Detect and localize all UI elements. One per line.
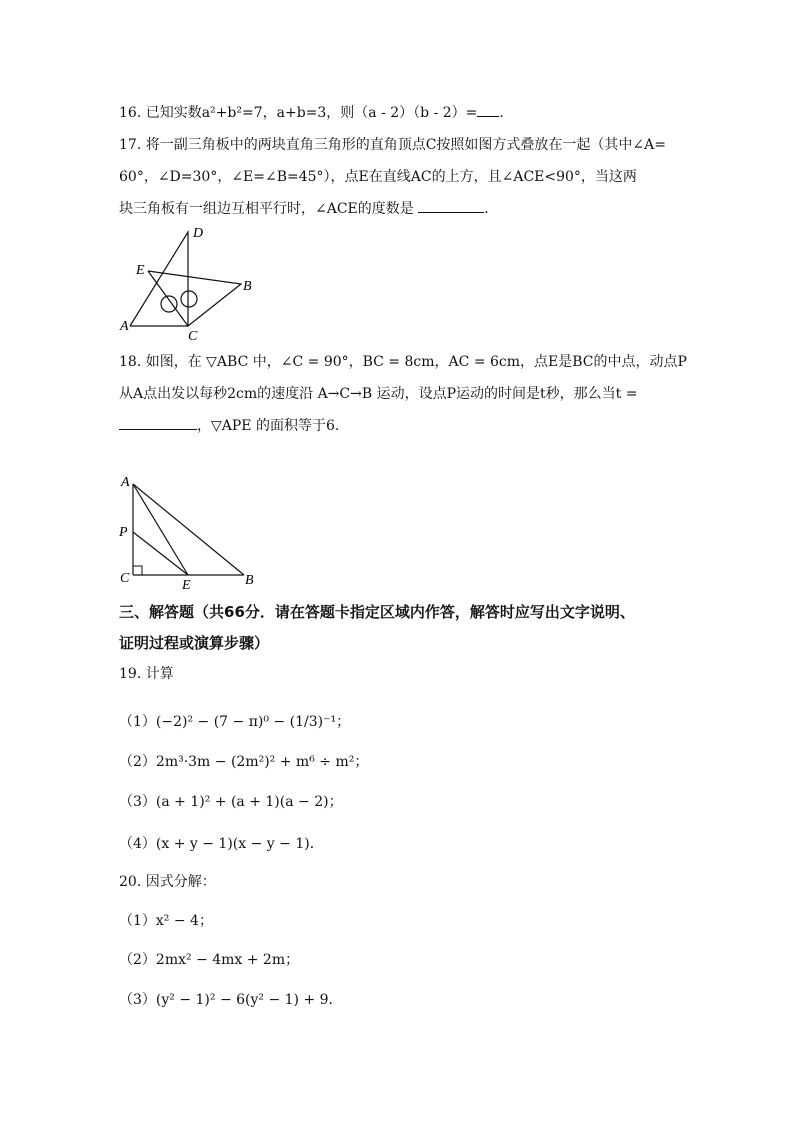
question-17-line-2: 60°，∠D=30°，∠E=∠B=45°），点E在直线AC的上方，且∠ACE<90°，当这两	[119, 169, 637, 185]
triangle-hole-2	[181, 291, 197, 307]
triangle-ebc	[148, 271, 241, 326]
question-20-item-1: （1）x² − 4；	[119, 913, 213, 929]
question-19-item-4: （4）(x + y − 1)(x − y − 1)．	[119, 836, 324, 852]
question-20-title: 20. 因式分解：	[119, 874, 216, 890]
label-d: D	[193, 226, 204, 241]
question-19-item-3: （3）(a + 1)² + (a + 1)(a − 2)；	[119, 794, 343, 810]
question-17-line-3-text: 块三角板有一组边互相平行时，∠ACE的度数是	[119, 201, 414, 217]
section-3-heading-line-2: 证明过程或演算步骤）	[119, 634, 270, 652]
label-b: B	[245, 573, 254, 588]
segment-ab	[133, 484, 244, 575]
answer-blank-17	[418, 198, 484, 213]
question-16-text: 16. 已知实数a²+b²=7，a+b=3，则（a - 2）（b - 2）=	[119, 105, 478, 121]
figure-17-triangles	[110, 220, 270, 345]
question-16-end: .	[499, 105, 504, 121]
question-18-line-1: 18. 如图，在 ▽ABC 中，∠C = 90°，BC = 8cm，AC = 6cm，点E是BC的中点，动点P	[119, 354, 687, 370]
segment-pe	[133, 532, 188, 575]
label-a: A	[120, 319, 129, 334]
question-19-item-2: （2）2m³·3m − (2m²)² + m⁶ ÷ m²；	[119, 754, 369, 770]
question-20-item-2: （2）2mx² − 4mx + 2m；	[119, 952, 300, 968]
question-17-line-1: 17. 将一副三角板中的两块直角三角形的直角顶点C按照如图方式叠放在一起（其中∠A=	[119, 137, 666, 153]
label-b: B	[243, 279, 252, 294]
label-e: E	[182, 578, 191, 590]
answer-blank-16	[477, 102, 499, 117]
segment-ae	[133, 484, 188, 575]
question-17-line-3	[119, 198, 489, 219]
label-c: C	[188, 329, 198, 344]
question-16	[119, 102, 504, 123]
question-18-line-2: 从A点出发以每秒2cm的速度沿 A→C→B 运动，设点P运动的时间是t秒，那么当t =	[119, 386, 638, 402]
figure-18-triangle	[112, 470, 272, 590]
triangle-hole-1	[161, 296, 177, 312]
label-a: A	[121, 475, 130, 490]
label-p: P	[119, 525, 128, 540]
question-19-item-1: （1）(−2)² − (7 − π)⁰ − (1/3)⁻¹；	[119, 714, 351, 730]
question-18-line-3-text: ，▽APE 的面积等于6.	[197, 418, 340, 434]
right-angle-mark	[133, 566, 142, 575]
question-18-line-3	[119, 415, 339, 436]
triangle-adc	[130, 232, 188, 326]
question-19-title: 19. 计算	[119, 666, 174, 682]
label-e: E	[136, 263, 145, 278]
section-3-heading-line-1: 三、解答题（共66分．请在答题卡指定区域内作答，解答时应写出文字说明、	[119, 603, 635, 621]
question-20-item-3: （3）(y² − 1)² − 6(y² − 1) + 9．	[119, 992, 343, 1008]
question-17-end: .	[484, 201, 489, 217]
answer-blank-18	[119, 415, 197, 430]
label-c: C	[120, 571, 130, 586]
